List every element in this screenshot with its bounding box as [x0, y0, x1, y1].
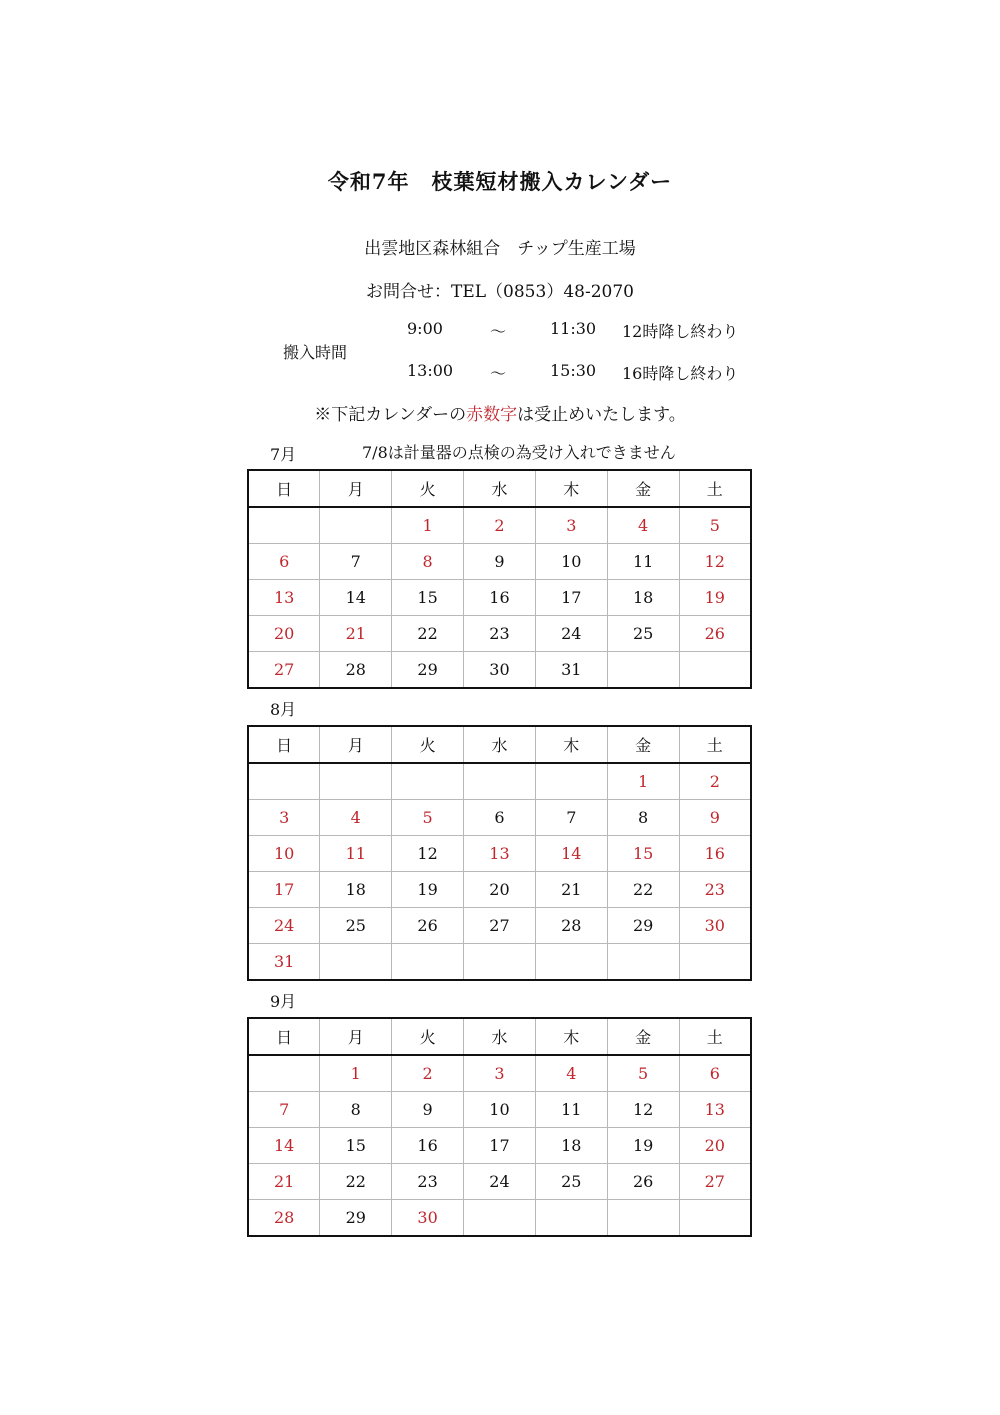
holiday-date-cell: 21: [320, 616, 392, 652]
holiday-date-cell: 14: [248, 1128, 320, 1164]
hours-tilde: ～: [490, 322, 507, 341]
notice-after: は受止めいたします。: [517, 405, 686, 425]
empty-cell: [607, 944, 679, 981]
hours-start: 13:00: [407, 361, 454, 380]
date-cell: 27: [464, 908, 536, 944]
calendar-july: [247, 469, 752, 689]
empty-cell: [320, 763, 392, 800]
week-row: [248, 1164, 751, 1200]
holiday-date-cell: 30: [679, 908, 751, 944]
holiday-date-cell: 14: [535, 836, 607, 872]
hours-end: 15:30: [550, 361, 597, 380]
holiday-date-cell: 3: [535, 507, 607, 544]
date-cell: 28: [535, 908, 607, 944]
holiday-date-cell: 21: [248, 1164, 320, 1200]
date-cell: 11: [607, 544, 679, 580]
weekday-header: 火: [392, 726, 464, 763]
holiday-date-cell: 27: [679, 1164, 751, 1200]
date-cell: 28: [320, 652, 392, 689]
date-cell: 12: [607, 1092, 679, 1128]
weekday-header: 月: [320, 470, 392, 507]
weekday-header: 月: [320, 726, 392, 763]
date-cell: 20: [464, 872, 536, 908]
date-cell: 17: [464, 1128, 536, 1164]
week-row: [248, 544, 751, 580]
month-label: 7月: [270, 445, 297, 464]
date-cell: 29: [607, 908, 679, 944]
organization-name: 出雲地区森林組合 チップ生産工場: [364, 239, 636, 259]
weekday-header-row: [248, 726, 751, 763]
date-cell: 10: [535, 544, 607, 580]
delivery-hours-row: [0, 319, 1000, 343]
holiday-date-cell: 2: [679, 763, 751, 800]
week-row: [248, 1200, 751, 1237]
notice-highlight: 赤数字: [466, 405, 518, 425]
weekday-header: 月: [320, 1018, 392, 1055]
holiday-date-cell: 13: [464, 836, 536, 872]
date-cell: 29: [392, 652, 464, 689]
holiday-date-cell: 4: [320, 800, 392, 836]
holiday-date-cell: 1: [320, 1055, 392, 1092]
weekday-header: 木: [535, 470, 607, 507]
weekday-header: 金: [607, 470, 679, 507]
holiday-date-cell: 3: [464, 1055, 536, 1092]
holiday-date-cell: 31: [248, 944, 320, 981]
holiday-date-cell: 2: [392, 1055, 464, 1092]
date-cell: 7: [535, 800, 607, 836]
holiday-date-cell: 15: [607, 836, 679, 872]
holiday-date-cell: 6: [679, 1055, 751, 1092]
date-cell: 26: [607, 1164, 679, 1200]
weekday-header: 金: [607, 726, 679, 763]
holiday-date-cell: 2: [464, 507, 536, 544]
holiday-date-cell: 13: [679, 1092, 751, 1128]
date-cell: 6: [464, 800, 536, 836]
week-row: [248, 507, 751, 544]
weekday-header: 金: [607, 1018, 679, 1055]
holiday-date-cell: 17: [248, 872, 320, 908]
delivery-hours-label: 搬入時間: [283, 343, 348, 362]
week-row: [248, 944, 751, 981]
hours-start: 9:00: [407, 319, 443, 338]
empty-cell: [392, 763, 464, 800]
holiday-date-cell: 30: [392, 1200, 464, 1237]
weekday-header: 土: [679, 726, 751, 763]
empty-cell: [248, 507, 320, 544]
date-cell: 8: [320, 1092, 392, 1128]
holiday-date-cell: 5: [607, 1055, 679, 1092]
weekday-header: 日: [248, 1018, 320, 1055]
empty-cell: [464, 1200, 536, 1237]
holiday-date-cell: 27: [248, 652, 320, 689]
notice-before: ※下記カレンダーの: [314, 405, 467, 425]
date-cell: 11: [535, 1092, 607, 1128]
date-cell: 18: [535, 1128, 607, 1164]
date-cell: 18: [607, 580, 679, 616]
holiday-date-cell: 4: [535, 1055, 607, 1092]
weekday-header: 火: [392, 1018, 464, 1055]
holiday-date-cell: 19: [679, 580, 751, 616]
empty-cell: [464, 763, 536, 800]
date-cell: 24: [535, 616, 607, 652]
date-cell: 25: [535, 1164, 607, 1200]
weekday-header: 日: [248, 470, 320, 507]
date-cell: 29: [320, 1200, 392, 1237]
date-cell: 25: [320, 908, 392, 944]
week-row: [248, 580, 751, 616]
holiday-date-cell: 20: [248, 616, 320, 652]
empty-cell: [535, 944, 607, 981]
notice-text: [0, 400, 1000, 425]
empty-cell: [607, 1200, 679, 1237]
date-cell: 22: [392, 616, 464, 652]
date-cell: 10: [464, 1092, 536, 1128]
holiday-date-cell: 5: [679, 507, 751, 544]
empty-cell: [248, 1055, 320, 1092]
week-row: [248, 1128, 751, 1164]
date-cell: 22: [607, 872, 679, 908]
holiday-date-cell: 6: [248, 544, 320, 580]
holiday-date-cell: 9: [679, 800, 751, 836]
empty-cell: [679, 944, 751, 981]
holiday-date-cell: 5: [392, 800, 464, 836]
month-note: 7/8は計量器の点検の為受け入れできません: [362, 443, 676, 462]
weekday-header: 木: [535, 1018, 607, 1055]
holiday-date-cell: 1: [392, 507, 464, 544]
date-cell: 23: [392, 1164, 464, 1200]
holiday-date-cell: 26: [679, 616, 751, 652]
date-cell: 24: [464, 1164, 536, 1200]
weekday-header: 水: [464, 470, 536, 507]
hours-end: 11:30: [550, 319, 597, 338]
date-cell: 15: [392, 580, 464, 616]
weekday-header: 土: [679, 1018, 751, 1055]
delivery-hours-row: [0, 361, 1000, 385]
date-cell: 19: [392, 872, 464, 908]
page-title: 令和7年 枝葉短材搬入カレンダー: [327, 169, 673, 194]
date-cell: 21: [535, 872, 607, 908]
weekday-header: 土: [679, 470, 751, 507]
empty-cell: [320, 944, 392, 981]
holiday-date-cell: 7: [248, 1092, 320, 1128]
date-cell: 30: [464, 652, 536, 689]
weekday-header: 日: [248, 726, 320, 763]
date-cell: 9: [392, 1092, 464, 1128]
empty-cell: [679, 652, 751, 689]
week-row: [248, 800, 751, 836]
holiday-date-cell: 16: [679, 836, 751, 872]
holiday-date-cell: 28: [248, 1200, 320, 1237]
empty-cell: [320, 507, 392, 544]
week-row: [248, 652, 751, 689]
week-row: [248, 616, 751, 652]
hours-note: 12時降し終わり: [622, 322, 739, 341]
empty-cell: [248, 763, 320, 800]
week-row: [248, 872, 751, 908]
contact-info: お問合せ：TEL（0853）48-2070: [366, 282, 634, 302]
empty-cell: [464, 944, 536, 981]
empty-cell: [607, 652, 679, 689]
week-row: [248, 763, 751, 800]
calendar-september: [247, 1017, 752, 1237]
holiday-date-cell: 24: [248, 908, 320, 944]
date-cell: 25: [607, 616, 679, 652]
date-cell: 22: [320, 1164, 392, 1200]
holiday-date-cell: 1: [607, 763, 679, 800]
empty-cell: [535, 763, 607, 800]
date-cell: 7: [320, 544, 392, 580]
calendar-august: [247, 725, 752, 981]
holiday-date-cell: 13: [248, 580, 320, 616]
weekday-header-row: [248, 470, 751, 507]
date-cell: 14: [320, 580, 392, 616]
holiday-date-cell: 4: [607, 507, 679, 544]
date-cell: 16: [392, 1128, 464, 1164]
holiday-date-cell: 3: [248, 800, 320, 836]
empty-cell: [679, 1200, 751, 1237]
week-row: [248, 1092, 751, 1128]
date-cell: 16: [464, 580, 536, 616]
week-row: [248, 908, 751, 944]
date-cell: 26: [392, 908, 464, 944]
weekday-header: 火: [392, 470, 464, 507]
weekday-header-row: [248, 1018, 751, 1055]
week-row: [248, 836, 751, 872]
month-label: 8月: [270, 700, 297, 719]
date-cell: 23: [464, 616, 536, 652]
holiday-date-cell: 20: [679, 1128, 751, 1164]
month-label: 9月: [270, 992, 297, 1011]
empty-cell: [535, 1200, 607, 1237]
holiday-date-cell: 23: [679, 872, 751, 908]
date-cell: 8: [607, 800, 679, 836]
empty-cell: [392, 944, 464, 981]
date-cell: 9: [464, 544, 536, 580]
hours-note: 16時降し終わり: [622, 364, 739, 383]
holiday-date-cell: 8: [392, 544, 464, 580]
weekday-header: 木: [535, 726, 607, 763]
date-cell: 12: [392, 836, 464, 872]
hours-tilde: ～: [490, 364, 507, 383]
date-cell: 17: [535, 580, 607, 616]
weekday-header: 水: [464, 726, 536, 763]
holiday-date-cell: 10: [248, 836, 320, 872]
date-cell: 15: [320, 1128, 392, 1164]
date-cell: 31: [535, 652, 607, 689]
date-cell: 18: [320, 872, 392, 908]
week-row: [248, 1055, 751, 1092]
date-cell: 19: [607, 1128, 679, 1164]
holiday-date-cell: 12: [679, 544, 751, 580]
holiday-date-cell: 11: [320, 836, 392, 872]
weekday-header: 水: [464, 1018, 536, 1055]
